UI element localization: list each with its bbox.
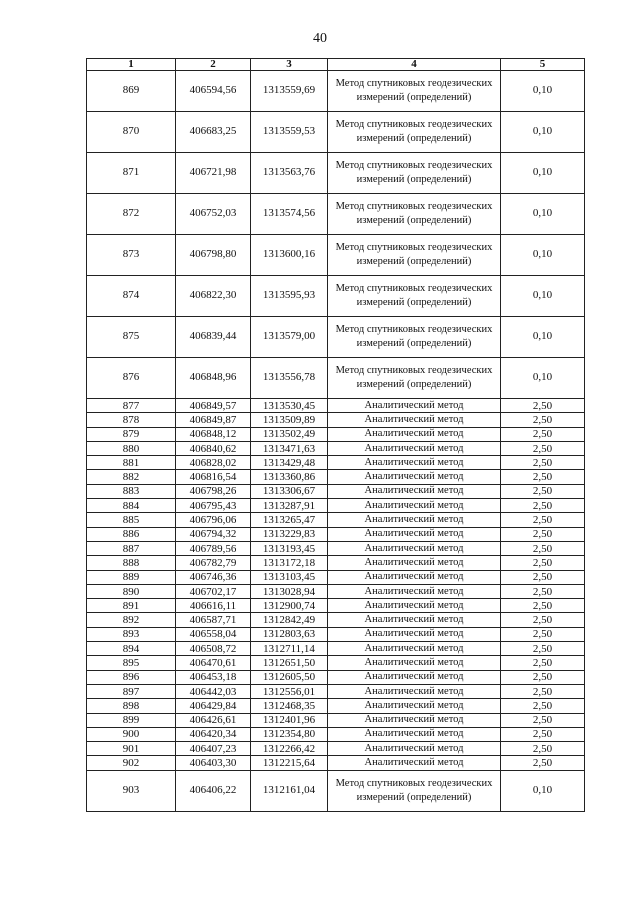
- point-number-cell: 895: [87, 656, 176, 670]
- method-cell: Метод спутниковых геодезических измерений (определений): [328, 358, 501, 399]
- x-coordinate-cell: 406746,36: [176, 570, 251, 584]
- method-cell: Аналитический метод: [328, 756, 501, 770]
- table-row: [87, 470, 585, 484]
- accuracy-cell: 0,10: [501, 276, 585, 317]
- method-cell: Аналитический метод: [328, 570, 501, 584]
- table-row: [87, 642, 585, 656]
- method-cell: Аналитический метод: [328, 499, 501, 513]
- point-number-cell: 878: [87, 413, 176, 427]
- point-number-cell: 903: [87, 770, 176, 811]
- accuracy-cell: 2,50: [501, 699, 585, 713]
- method-cell: Аналитический метод: [328, 556, 501, 570]
- table-row: [87, 656, 585, 670]
- method-cell: Метод спутниковых геодезических измерений (определений): [328, 770, 501, 811]
- point-number-cell: 873: [87, 235, 176, 276]
- y-coordinate-cell: 1313429,48: [251, 456, 328, 470]
- table-row: [87, 670, 585, 684]
- y-coordinate-cell: 1313556,78: [251, 358, 328, 399]
- x-coordinate-cell: 406420,34: [176, 727, 251, 741]
- x-coordinate-cell: 406796,06: [176, 513, 251, 527]
- method-cell: Аналитический метод: [328, 427, 501, 441]
- accuracy-cell: 2,50: [501, 642, 585, 656]
- point-number-cell: 870: [87, 112, 176, 153]
- coordinates-table: [86, 58, 585, 812]
- y-coordinate-cell: 1312215,64: [251, 756, 328, 770]
- accuracy-cell: 2,50: [501, 670, 585, 684]
- table-row: [87, 399, 585, 413]
- accuracy-cell: 2,50: [501, 756, 585, 770]
- x-coordinate-cell: 406798,80: [176, 235, 251, 276]
- point-number-cell: 889: [87, 570, 176, 584]
- method-cell: Аналитический метод: [328, 584, 501, 598]
- x-coordinate-cell: 406839,44: [176, 317, 251, 358]
- x-coordinate-cell: 406798,26: [176, 484, 251, 498]
- table-row: [87, 112, 585, 153]
- accuracy-cell: 2,50: [501, 556, 585, 570]
- y-coordinate-cell: 1312468,35: [251, 699, 328, 713]
- method-cell: Аналитический метод: [328, 541, 501, 555]
- x-coordinate-cell: 406721,98: [176, 153, 251, 194]
- method-cell: Аналитический метод: [328, 627, 501, 641]
- point-number-cell: 894: [87, 642, 176, 656]
- y-coordinate-cell: 1313600,16: [251, 235, 328, 276]
- point-number-cell: 869: [87, 71, 176, 112]
- method-cell: Метод спутниковых геодезических измерений (определений): [328, 71, 501, 112]
- accuracy-cell: 2,50: [501, 656, 585, 670]
- accuracy-cell: 2,50: [501, 742, 585, 756]
- x-coordinate-cell: 406587,71: [176, 613, 251, 627]
- y-coordinate-cell: 1312711,14: [251, 642, 328, 656]
- x-coordinate-cell: 406752,03: [176, 194, 251, 235]
- method-cell: Аналитический метод: [328, 513, 501, 527]
- y-coordinate-cell: 1313193,45: [251, 541, 328, 555]
- method-cell: Аналитический метод: [328, 527, 501, 541]
- method-cell: Аналитический метод: [328, 399, 501, 413]
- point-number-cell: 891: [87, 599, 176, 613]
- accuracy-cell: 2,50: [501, 684, 585, 698]
- accuracy-cell: 2,50: [501, 456, 585, 470]
- y-coordinate-cell: 1313287,91: [251, 499, 328, 513]
- column-header: 5: [501, 59, 585, 71]
- method-cell: Аналитический метод: [328, 441, 501, 455]
- table-row: [87, 713, 585, 727]
- y-coordinate-cell: 1312803,63: [251, 627, 328, 641]
- point-number-cell: 899: [87, 713, 176, 727]
- accuracy-cell: 2,50: [501, 613, 585, 627]
- accuracy-cell: 0,10: [501, 317, 585, 358]
- y-coordinate-cell: 1313028,94: [251, 584, 328, 598]
- method-cell: Метод спутниковых геодезических измерений (определений): [328, 194, 501, 235]
- table-row: [87, 317, 585, 358]
- y-coordinate-cell: 1313360,86: [251, 470, 328, 484]
- method-cell: Метод спутниковых геодезических измерений (определений): [328, 317, 501, 358]
- y-coordinate-cell: 1313306,67: [251, 484, 328, 498]
- point-number-cell: 881: [87, 456, 176, 470]
- y-coordinate-cell: 1313471,63: [251, 441, 328, 455]
- point-number-cell: 893: [87, 627, 176, 641]
- column-header: 4: [328, 59, 501, 71]
- table-row: [87, 484, 585, 498]
- x-coordinate-cell: 406849,87: [176, 413, 251, 427]
- x-coordinate-cell: 406789,56: [176, 541, 251, 555]
- x-coordinate-cell: 406470,61: [176, 656, 251, 670]
- y-coordinate-cell: 1313530,45: [251, 399, 328, 413]
- point-number-cell: 879: [87, 427, 176, 441]
- x-coordinate-cell: 406406,22: [176, 770, 251, 811]
- x-coordinate-cell: 406442,03: [176, 684, 251, 698]
- point-number-cell: 872: [87, 194, 176, 235]
- y-coordinate-cell: 1313595,93: [251, 276, 328, 317]
- y-coordinate-cell: 1312842,49: [251, 613, 328, 627]
- y-coordinate-cell: 1313563,76: [251, 153, 328, 194]
- x-coordinate-cell: 406403,30: [176, 756, 251, 770]
- method-cell: Метод спутниковых геодезических измерений (определений): [328, 276, 501, 317]
- point-number-cell: 876: [87, 358, 176, 399]
- table-row: [87, 570, 585, 584]
- accuracy-cell: 2,50: [501, 413, 585, 427]
- table-row: [87, 441, 585, 455]
- method-cell: Аналитический метод: [328, 713, 501, 727]
- point-number-cell: 875: [87, 317, 176, 358]
- y-coordinate-cell: 1313172,18: [251, 556, 328, 570]
- point-number-cell: 874: [87, 276, 176, 317]
- method-cell: Аналитический метод: [328, 642, 501, 656]
- point-number-cell: 897: [87, 684, 176, 698]
- accuracy-cell: 0,10: [501, 358, 585, 399]
- x-coordinate-cell: 406453,18: [176, 670, 251, 684]
- x-coordinate-cell: 406508,72: [176, 642, 251, 656]
- accuracy-cell: 0,10: [501, 194, 585, 235]
- x-coordinate-cell: 406828,02: [176, 456, 251, 470]
- point-number-cell: 896: [87, 670, 176, 684]
- method-cell: Метод спутниковых геодезических измерений (определений): [328, 112, 501, 153]
- y-coordinate-cell: 1313265,47: [251, 513, 328, 527]
- point-number-cell: 880: [87, 441, 176, 455]
- method-cell: Аналитический метод: [328, 727, 501, 741]
- y-coordinate-cell: 1312161,04: [251, 770, 328, 811]
- point-number-cell: 883: [87, 484, 176, 498]
- x-coordinate-cell: 406702,17: [176, 584, 251, 598]
- accuracy-cell: 2,50: [501, 399, 585, 413]
- point-number-cell: 886: [87, 527, 176, 541]
- table-row: [87, 742, 585, 756]
- y-coordinate-cell: 1313502,49: [251, 427, 328, 441]
- accuracy-cell: 2,50: [501, 627, 585, 641]
- x-coordinate-cell: 406840,62: [176, 441, 251, 455]
- y-coordinate-cell: 1313229,83: [251, 527, 328, 541]
- y-coordinate-cell: 1312401,96: [251, 713, 328, 727]
- x-coordinate-cell: 406794,32: [176, 527, 251, 541]
- method-cell: Метод спутниковых геодезических измерений (определений): [328, 235, 501, 276]
- y-coordinate-cell: 1313509,89: [251, 413, 328, 427]
- accuracy-cell: 2,50: [501, 599, 585, 613]
- table-row: [87, 153, 585, 194]
- column-header: 2: [176, 59, 251, 71]
- accuracy-cell: 2,50: [501, 541, 585, 555]
- table-row: [87, 584, 585, 598]
- x-coordinate-cell: 406816,54: [176, 470, 251, 484]
- point-number-cell: 892: [87, 613, 176, 627]
- table-row: [87, 541, 585, 555]
- table-row: [87, 613, 585, 627]
- method-cell: Аналитический метод: [328, 699, 501, 713]
- accuracy-cell: 2,50: [501, 427, 585, 441]
- table-row: [87, 235, 585, 276]
- point-number-cell: 871: [87, 153, 176, 194]
- x-coordinate-cell: 406407,23: [176, 742, 251, 756]
- accuracy-cell: 2,50: [501, 470, 585, 484]
- x-coordinate-cell: 406426,61: [176, 713, 251, 727]
- table-row: [87, 456, 585, 470]
- accuracy-cell: 0,10: [501, 235, 585, 276]
- table-row: [87, 527, 585, 541]
- table-row: [87, 756, 585, 770]
- table-row: [87, 194, 585, 235]
- accuracy-cell: 2,50: [501, 727, 585, 741]
- x-coordinate-cell: 406782,79: [176, 556, 251, 570]
- x-coordinate-cell: 406558,04: [176, 627, 251, 641]
- method-cell: Метод спутниковых геодезических измерений (определений): [328, 153, 501, 194]
- table-row: [87, 556, 585, 570]
- x-coordinate-cell: 406795,43: [176, 499, 251, 513]
- table-header-row: [87, 59, 585, 71]
- x-coordinate-cell: 406848,96: [176, 358, 251, 399]
- point-number-cell: 877: [87, 399, 176, 413]
- table-row: [87, 499, 585, 513]
- y-coordinate-cell: 1313103,45: [251, 570, 328, 584]
- y-coordinate-cell: 1312900,74: [251, 599, 328, 613]
- y-coordinate-cell: 1313559,53: [251, 112, 328, 153]
- accuracy-cell: 2,50: [501, 584, 585, 598]
- method-cell: Аналитический метод: [328, 613, 501, 627]
- accuracy-cell: 2,50: [501, 513, 585, 527]
- point-number-cell: 901: [87, 742, 176, 756]
- y-coordinate-cell: 1313574,56: [251, 194, 328, 235]
- method-cell: Аналитический метод: [328, 484, 501, 498]
- point-number-cell: 898: [87, 699, 176, 713]
- x-coordinate-cell: 406849,57: [176, 399, 251, 413]
- point-number-cell: 882: [87, 470, 176, 484]
- accuracy-cell: 2,50: [501, 527, 585, 541]
- table-row: [87, 427, 585, 441]
- method-cell: Аналитический метод: [328, 599, 501, 613]
- y-coordinate-cell: 1312605,50: [251, 670, 328, 684]
- point-number-cell: 902: [87, 756, 176, 770]
- accuracy-cell: 0,10: [501, 71, 585, 112]
- accuracy-cell: 2,50: [501, 441, 585, 455]
- page-number: 40: [313, 31, 327, 46]
- table-row: [87, 358, 585, 399]
- accuracy-cell: 0,10: [501, 112, 585, 153]
- method-cell: Аналитический метод: [328, 670, 501, 684]
- x-coordinate-cell: 406822,30: [176, 276, 251, 317]
- table-row: [87, 276, 585, 317]
- x-coordinate-cell: 406848,12: [176, 427, 251, 441]
- y-coordinate-cell: 1312556,01: [251, 684, 328, 698]
- point-number-cell: 887: [87, 541, 176, 555]
- method-cell: Аналитический метод: [328, 742, 501, 756]
- accuracy-cell: 2,50: [501, 570, 585, 584]
- column-header: 3: [251, 59, 328, 71]
- table-row: [87, 599, 585, 613]
- y-coordinate-cell: 1312354,80: [251, 727, 328, 741]
- accuracy-cell: 2,50: [501, 499, 585, 513]
- table-row: [87, 513, 585, 527]
- method-cell: Аналитический метод: [328, 684, 501, 698]
- point-number-cell: 888: [87, 556, 176, 570]
- accuracy-cell: 0,10: [501, 153, 585, 194]
- x-coordinate-cell: 406429,84: [176, 699, 251, 713]
- x-coordinate-cell: 406616,11: [176, 599, 251, 613]
- y-coordinate-cell: 1313579,00: [251, 317, 328, 358]
- table-row: [87, 627, 585, 641]
- table-row: [87, 699, 585, 713]
- column-header: 1: [87, 59, 176, 71]
- accuracy-cell: 2,50: [501, 713, 585, 727]
- method-cell: Аналитический метод: [328, 470, 501, 484]
- method-cell: Аналитический метод: [328, 413, 501, 427]
- point-number-cell: 884: [87, 499, 176, 513]
- point-number-cell: 890: [87, 584, 176, 598]
- y-coordinate-cell: 1312266,42: [251, 742, 328, 756]
- x-coordinate-cell: 406683,25: [176, 112, 251, 153]
- point-number-cell: 885: [87, 513, 176, 527]
- point-number-cell: 900: [87, 727, 176, 741]
- table-row: [87, 413, 585, 427]
- y-coordinate-cell: 1313559,69: [251, 71, 328, 112]
- table-row: [87, 71, 585, 112]
- y-coordinate-cell: 1312651,50: [251, 656, 328, 670]
- x-coordinate-cell: 406594,56: [176, 71, 251, 112]
- accuracy-cell: 2,50: [501, 484, 585, 498]
- table-row: [87, 770, 585, 811]
- method-cell: Аналитический метод: [328, 656, 501, 670]
- table-row: [87, 684, 585, 698]
- table-row: [87, 727, 585, 741]
- accuracy-cell: 0,10: [501, 770, 585, 811]
- method-cell: Аналитический метод: [328, 456, 501, 470]
